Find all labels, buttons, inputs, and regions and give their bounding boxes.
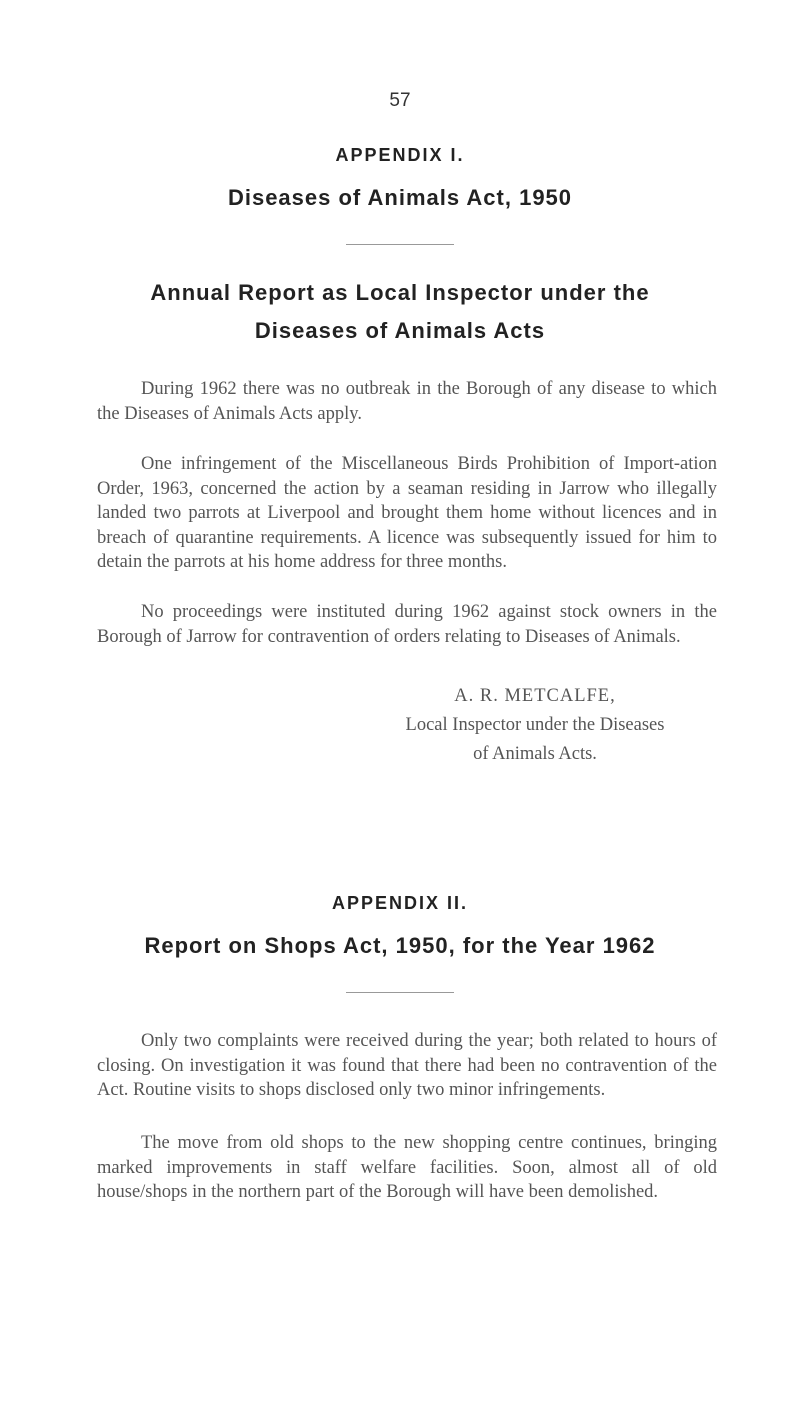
signature-title-line-1: Local Inspector under the Diseases xyxy=(405,715,665,735)
appendix-2-paragraph-2 xyxy=(97,1131,717,1205)
appendix-1-paragraph-1 xyxy=(97,377,717,426)
divider-rule xyxy=(346,992,454,993)
appendix-1-paragraph-3 xyxy=(97,600,717,649)
appendix-1-subtitle-line-2: Diseases of Animals Acts xyxy=(254,318,546,343)
paragraph-text: During 1962 there was no outbreak in the Borough of any disease to which the Diseases of Animals Acts apply. xyxy=(97,379,717,424)
appendix-1-subtitle-line-1: Annual Report as Local Inspector under the xyxy=(150,280,650,305)
paragraph-text: Only two complaints were received during the year; both related to hours of closing. On investigation it was found that there had been no contravention of the Act. Routine visits to shops disclosed only two minor infringements. xyxy=(97,1031,717,1100)
signature-title-line-2: of Animals Acts. xyxy=(473,744,597,764)
appendix-1-title: Diseases of Animals Act, 1950 xyxy=(227,185,573,210)
appendix-2-title: Report on Shops Act, 1950, for the Year 1962 xyxy=(144,933,656,958)
divider-rule xyxy=(346,244,454,245)
signature-block xyxy=(300,682,770,769)
appendix-1-label: APPENDIX I. xyxy=(335,145,465,165)
appendix-1-paragraph-2 xyxy=(97,452,717,575)
page-number: 57 xyxy=(389,90,411,111)
appendix-2-label: APPENDIX II. xyxy=(331,893,469,913)
appendix-2-paragraph-1 xyxy=(97,1029,717,1103)
signature-name: A. R. METCALFE, xyxy=(454,686,616,706)
paragraph-text: One infringement of the Miscellaneous Birds Prohibition of Import-ation Order, 1963, concerned the action by a seaman residing in Jarrow who illegally landed two parrots at Liverpool and brought them home without licences and in breach of quarantine requirements. A licence was subsequently issued for him to detain the parrots at his home address for three months. xyxy=(97,454,717,572)
paragraph-text: No proceedings were instituted during 1962 against stock owners in the Borough of Jarrow for contravention of orders relating to Diseases of Animals. xyxy=(97,602,717,647)
paragraph-text: The move from old shops to the new shopping centre continues, bringing marked improvements in staff welfare facilities. Soon, almost all of old house/shops in the northern part of the Borough will have been demolished. xyxy=(97,1133,717,1202)
